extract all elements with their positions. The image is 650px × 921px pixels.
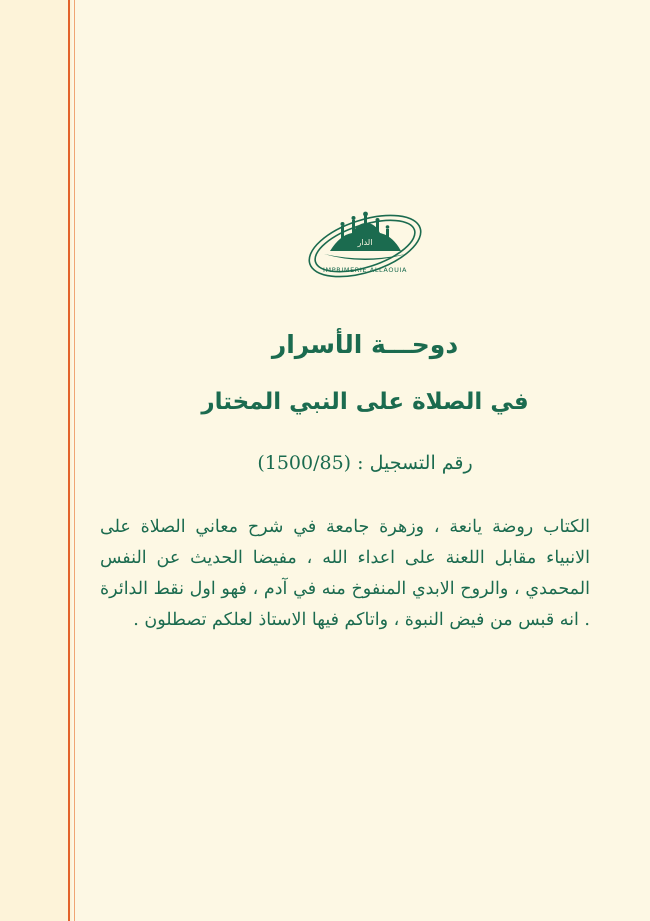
cover-content [80, 0, 650, 921]
page-title: دوحـــة الأسرار [271, 330, 459, 359]
registration-line [80, 452, 650, 474]
cover-blurb-text: الكتاب روضة يانعة ، وزهرة جامعة في شرح معاني الصلاة على الانبياء مقابل اللعنة على اعداء الله ، مفيضا الحديث عن النفس المحمدي ، والروح الابدي المنفوخ منه في آدم ، فهو اول نقط الدائرة . انه قبس من فيض النبوة ، واتاكم فيها الاستاذ لعلكم تصطلون . [100, 517, 590, 630]
spine-rule-outer [68, 0, 70, 921]
registration-value: (1500/85) [257, 452, 352, 474]
svg-text:IMPRIMERIE ALLAOUIA: IMPRIMERIE ALLAOUIA [322, 266, 408, 274]
cover-blurb [100, 512, 590, 636]
page-subtitle: في الصلاة على النبي المختار [201, 389, 529, 415]
registration-label: رقم التسجيل : [357, 452, 473, 474]
title-block [80, 330, 650, 415]
spine-rule-inner [74, 0, 75, 921]
spine-margin-strip [0, 0, 72, 921]
publisher-emblem-icon [300, 196, 430, 296]
svg-text:الدار: الدار [357, 238, 373, 247]
